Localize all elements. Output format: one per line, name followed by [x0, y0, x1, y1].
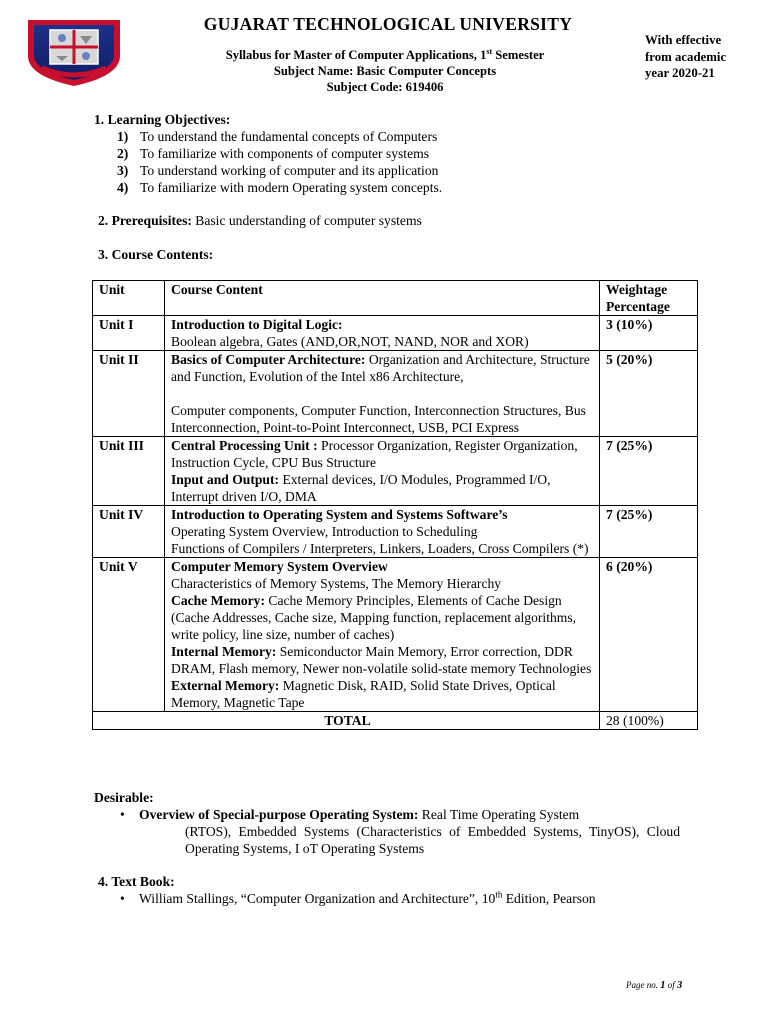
table-row: Unit IV Introduction to Operating System and Systems Software’s Operating System Overview, Introduction to Scheduling Functions of Compilers / Interpreters, Linkers, Loaders, Cross Compilers (*) 7 (25%) [93, 506, 698, 558]
learning-objectives-heading: 1. Learning Objectives: [94, 112, 231, 127]
list-item: 3) To understand working of computer and its application [117, 163, 439, 178]
subject-name: Subject Name: Basic Computer Concepts [273, 64, 497, 78]
syllabus-header [160, 47, 610, 95]
col-content: Course Content [165, 281, 600, 316]
list-item: Overview of Special-purpose Operating System: Real Time Operating System (RTOS), Embedded Systems (Characteristics of Embedded Systems, TinyOS), Cloud Operating Systems, I oT Operating Systems [139, 807, 680, 856]
list-item: 4) To familiarize with modern Operating system concepts. [117, 180, 443, 195]
syllabus-title: Syllabus for Master of Computer Applications, 1st Semester [225, 46, 545, 62]
list-item: 1) To understand the fundamental concepts of Computers [117, 129, 438, 144]
text-book-heading: 4. Text Book: [98, 874, 175, 889]
bullet-icon: • [120, 807, 125, 822]
list-item: William Stallings, “Computer Organization and Architecture”, 10th Edition, Pearson [139, 889, 596, 906]
course-contents-table [92, 280, 698, 730]
list-item: 2) To familiarize with components of computer systems [117, 146, 429, 161]
learning-objectives-list [117, 128, 442, 196]
table-header-row [93, 281, 698, 316]
table-total-row: TOTAL 28 (100%) [93, 712, 698, 730]
desirable-list [120, 806, 680, 857]
subject-code: Subject Code: 619406 [326, 80, 444, 94]
prerequisites: 2. Prerequisites: Basic understanding of computer systems [98, 213, 422, 228]
bullet-icon: • [120, 891, 125, 906]
text-book-list [120, 890, 720, 907]
table-row: Unit I Introduction to Digital Logic: Boolean algebra, Gates (AND,OR,NOT, NAND, NOR and XOR) 3 (10%) [93, 316, 698, 351]
table-row: Unit V Computer Memory System Overview Characteristics of Memory Systems, The Memory Hierarchy Cache Memory: Cache Memory Principles, Elements of Cache Design (Cache Addresses, Cache size, Mapping function, replacement algorithms, write policy, line size, number of caches) Internal Memory: Semiconductor Main Memory, Error correction, DDR DRAM, Flash memory, Newer non-volatile solid-state memory Technologies External Memory: Magnetic Disk, RAID, Solid State Drives, Optical Memory, Magnetic Tape 6 (20%) [93, 558, 698, 712]
table-row: Unit II Basics of Computer Architecture: Organization and Architecture, Structure and Function, Evolution of the Intel x86 Architecture, Computer components, Computer Function, Interconnection Structures, Bus Interconnection, Point-to-Point Interconnect, USB, PCI Express 5 (20%) [93, 351, 698, 437]
desirable-heading: Desirable: [94, 790, 154, 805]
table-row: Unit III Central Processing Unit : Processor Organization, Register Organization, Instruction Cycle, CPU Bus Structure Input and Output: External devices, I/O Modules, Programmed I/O, Interrupt driven I/O, DMA 7 (25%) [93, 437, 698, 506]
course-contents-heading: 3. Course Contents: [98, 247, 214, 262]
page-number: Page no. 1 of 3 [626, 980, 683, 991]
effective-note: With effective from academic year 2020-21 [645, 33, 727, 80]
col-weightage: Weightage Percentage [600, 281, 698, 316]
col-unit: Unit [93, 281, 165, 316]
university-name: GUJARAT TECHNOLOGICAL UNIVERSITY [203, 14, 573, 34]
